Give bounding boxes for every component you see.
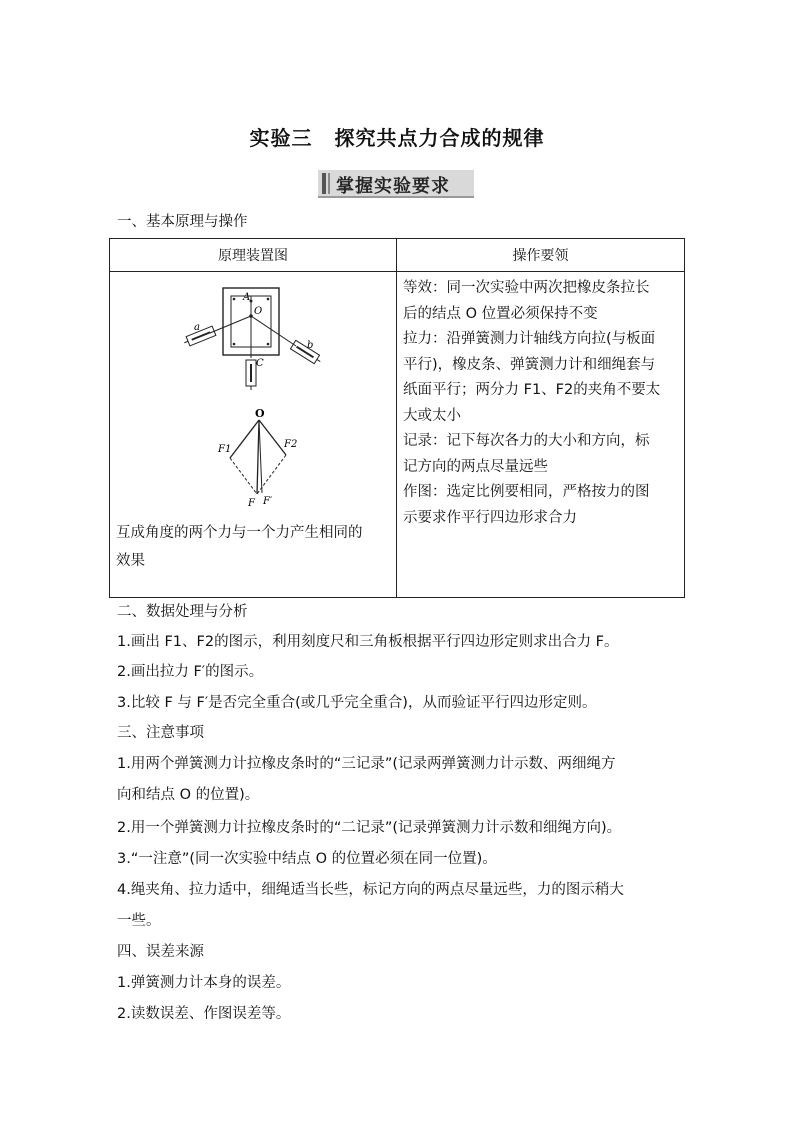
section3-item: 1.用两个弹簧测力计拉橡皮条时的“三记录”(记录两弹簧测力计示数、两细绳方 [117, 756, 616, 772]
operation-line: 后的结点 O 位置必须保持不变 [403, 305, 598, 322]
label-F1: F1 [218, 444, 232, 455]
label-F: F [248, 498, 255, 509]
operation-line: 纸面平行；两分力 F1、F2的夹角不要太 [403, 382, 661, 398]
label-a: a [194, 322, 200, 333]
section4-item: 1.弹簧测力计本身的误差。 [117, 975, 291, 991]
section2-item: 2.画出拉力 F′的图示。 [117, 664, 264, 680]
table-header-left: 原理装置图 [110, 239, 397, 272]
force-parallelogram [230, 420, 286, 494]
operation-line: 示要求作平行四边形求合力 [403, 509, 577, 526]
apparatus-diagram [110, 272, 396, 512]
spring-balance-c [246, 360, 256, 390]
section3-item: 2.用一个弹簧测力计拉橡皮条时的“二记录”(记录弹簧测力计示数和细绳方向)。 [117, 820, 622, 836]
principle-table [109, 238, 685, 598]
label-A: A [243, 292, 251, 303]
table-header-right: 操作要领 [397, 239, 685, 272]
operation-line: 记录：记下每次各力的大小和方向，标 [403, 433, 650, 449]
section4-heading: 四、误差来源 [117, 944, 204, 960]
diagram-caption [116, 519, 392, 575]
banner-bar [322, 173, 326, 194]
label-C: C [256, 358, 264, 369]
section3-item: 一些。 [117, 913, 161, 929]
operation-line: 平行)，橡皮条、弹簧测力计和细绳套与 [403, 356, 656, 373]
section-banner [318, 170, 474, 198]
section1-heading: 一、基本原理与操作 [117, 214, 248, 230]
operation-line: 记方向的两点尽量远些 [403, 458, 548, 475]
section2-item: 1.画出 F1、F2的图示，利用刻度尺和三角板根据平行四边形定则求出合力 F。 [117, 634, 619, 650]
operation-line: 等效：同一次实验中两次把橡皮条拉长 [403, 280, 650, 296]
diagram-cell [110, 272, 397, 598]
section3-item: 向和结点 O 的位置)。 [117, 787, 260, 803]
label-O: O [254, 306, 263, 317]
section2-item: 3.比较 F 与 F′是否完全重合(或几乎完全重合)，从而验证平行四边形定则。 [117, 695, 597, 711]
label-F2: F2 [284, 439, 298, 450]
banner-text: 掌握实验要求 [336, 176, 450, 197]
title-part2: 探究共点力合成的规律 [334, 126, 545, 150]
operations-cell [397, 272, 685, 598]
section3-heading: 三、注意事项 [117, 725, 204, 741]
operation-line: 拉力：沿弹簧测力计轴线方向拉(与板面 [403, 331, 656, 347]
section4-item: 2.读数误差、作图误差等。 [117, 1006, 291, 1022]
section2-heading: 二、数据处理与分析 [117, 604, 248, 620]
banner-bar-thin [328, 173, 330, 194]
caption-line: 效果 [116, 553, 145, 569]
label-F-prime: F′ [263, 496, 273, 507]
page-title [0, 122, 794, 151]
operation-line: 大或太小 [403, 407, 461, 424]
label-O-force: O [255, 407, 265, 420]
caption-line: 互成角度的两个力与一个力产生相同的 [116, 525, 363, 541]
section3-item: 4.绳夹角、拉力适中，细绳适当长些，标记方向的两点尽量远些，力的图示稍大 [117, 882, 624, 898]
section3-item: 3.“一注意”(同一次实验中结点 O 的位置必须在同一位置)。 [117, 851, 497, 867]
operation-line: 作图：选定比例要相同，严格按力的图 [403, 484, 650, 500]
title-part1: 实验三 [249, 126, 313, 150]
label-b: b [307, 340, 314, 351]
